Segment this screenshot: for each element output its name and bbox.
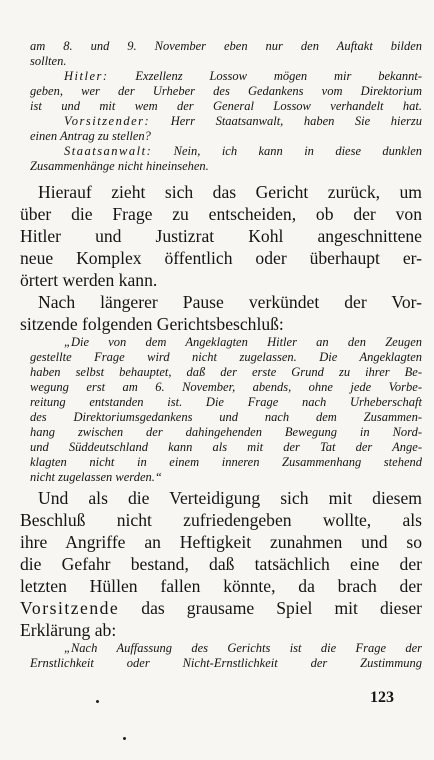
- text-run: Hitler und Justizrat Kohl angeschnittene: [20, 226, 422, 246]
- text-run: nicht zugelassen werden.“: [30, 470, 162, 484]
- text-run: Herr Staatsanwalt, haben Sie hierzu: [150, 114, 422, 128]
- text-run: des Direktoriumsgedankens und nach dem Zusammen-: [30, 410, 422, 424]
- text-line: [30, 84, 422, 99]
- text-line: [30, 99, 422, 114]
- text-line: [20, 575, 422, 597]
- text-run: über die Frage zu entscheiden, ob der von: [20, 204, 422, 224]
- text-run: das grausame Spiel mit dieser: [119, 598, 422, 618]
- text-line: [64, 69, 422, 84]
- speaker-name: Staatsanwalt:: [64, 144, 153, 158]
- text-line: [20, 509, 422, 531]
- ink-speck: [123, 737, 126, 740]
- text-line: [20, 619, 116, 641]
- text-line: [30, 410, 422, 425]
- text-line: [30, 365, 422, 380]
- text-line: [64, 144, 422, 159]
- text-line: [30, 455, 422, 470]
- text-run: „Die von dem Angeklagten Hitler an den Zeugen: [64, 335, 422, 349]
- text-run: örtert werden kann.: [20, 270, 158, 290]
- text-run: haben selbst behauptet, daß der erste Grund zu ihrer Be-: [30, 365, 422, 379]
- text-run: und Süddeutschland kann als mit der Tat der Ange-: [30, 440, 422, 454]
- text-run: Zusammenhänge nicht hineinsehen.: [30, 159, 209, 173]
- text-run: Ernstlichkeit oder Nicht-Ernstlichkeit der Zustimmung: [30, 656, 422, 670]
- text-line: [30, 129, 151, 144]
- text-line: [20, 247, 422, 269]
- text-run: Erklärung ab:: [20, 620, 117, 640]
- text-line: [64, 114, 422, 129]
- text-line: [20, 313, 284, 335]
- text-line: [30, 159, 209, 174]
- text-line: [30, 395, 422, 410]
- text-line: [38, 487, 422, 509]
- text-line: [30, 425, 422, 440]
- text-line: [30, 440, 422, 455]
- text-run: einen Antrag zu stellen?: [30, 129, 151, 143]
- text-line: [20, 269, 157, 291]
- text-line: [64, 335, 422, 350]
- text-line: [30, 656, 422, 671]
- text-run: reitung entstanden ist. Die Frage nach Urheberschaft: [30, 395, 422, 409]
- text-line: [30, 350, 422, 365]
- text-run: Beschluß nicht zufriedengeben wollte, als: [20, 510, 422, 530]
- text-line: [20, 203, 422, 225]
- text-run: Und als die Verteidigung sich mit diesem: [38, 488, 422, 508]
- text-run: „Nach Auffassung des Gerichts ist die Frage der: [64, 641, 422, 655]
- text-line: [30, 380, 422, 395]
- text-line: [20, 597, 422, 619]
- text-run: sitzende folgenden Gerichtsbeschluß:: [20, 314, 284, 334]
- text-line: [20, 531, 422, 553]
- page-number: 123: [370, 689, 394, 706]
- text-run: geben, wer der Urheber des Gedankens vom Direktorium: [30, 84, 422, 98]
- text-line: [30, 470, 162, 485]
- text-run: die Gefahr bestand, daß tatsächlich eine der: [20, 554, 422, 574]
- ink-speck: [96, 700, 99, 703]
- text-line: [30, 54, 66, 69]
- text-run: hang zwischen der dahingehenden Bewegung in Nord-: [30, 425, 422, 439]
- text-run: letzten Hüllen fallen könnte, da brach der: [20, 576, 422, 596]
- text-run: gestellte Frage wird nicht zugelassen. Die Angeklagten: [30, 350, 422, 364]
- speaker-name: Vorsitzende: [20, 598, 120, 618]
- text-line: [38, 291, 422, 313]
- speaker-name: Hitler:: [64, 69, 109, 83]
- text-run: am 8. und 9. November eben nur den Auftakt bilden: [30, 39, 422, 53]
- text-run: Exzellenz Lossow mögen mir bekannt-: [108, 69, 422, 83]
- text-run: Nach längerer Pause verkündet der Vor-: [38, 292, 422, 312]
- text-line: [20, 225, 422, 247]
- text-run: wegung erst am 6. November, abends, ohne jede Vorbe-: [30, 380, 422, 394]
- text-run: klagten nicht in einem inneren Zusammenhang stehend: [30, 455, 422, 469]
- text-run: sollten.: [30, 54, 67, 68]
- text-line: [38, 181, 422, 203]
- text-run: neue Komplex öffentlich oder überhaupt er-: [20, 248, 422, 268]
- text-line: [30, 39, 422, 54]
- text-run: ist und mit wem der General Lossow verhandelt hat.: [30, 99, 422, 113]
- text-run: Nein, ich kann in diese dunklen: [152, 144, 422, 158]
- text-run: Hierauf zieht sich das Gericht zurück, um: [38, 182, 422, 202]
- text-run: ihre Angriffe an Heftigkeit zunahmen und so: [20, 532, 422, 552]
- text-line: [20, 553, 422, 575]
- speaker-name: Vorsitzender:: [64, 114, 151, 128]
- text-line: [64, 641, 422, 656]
